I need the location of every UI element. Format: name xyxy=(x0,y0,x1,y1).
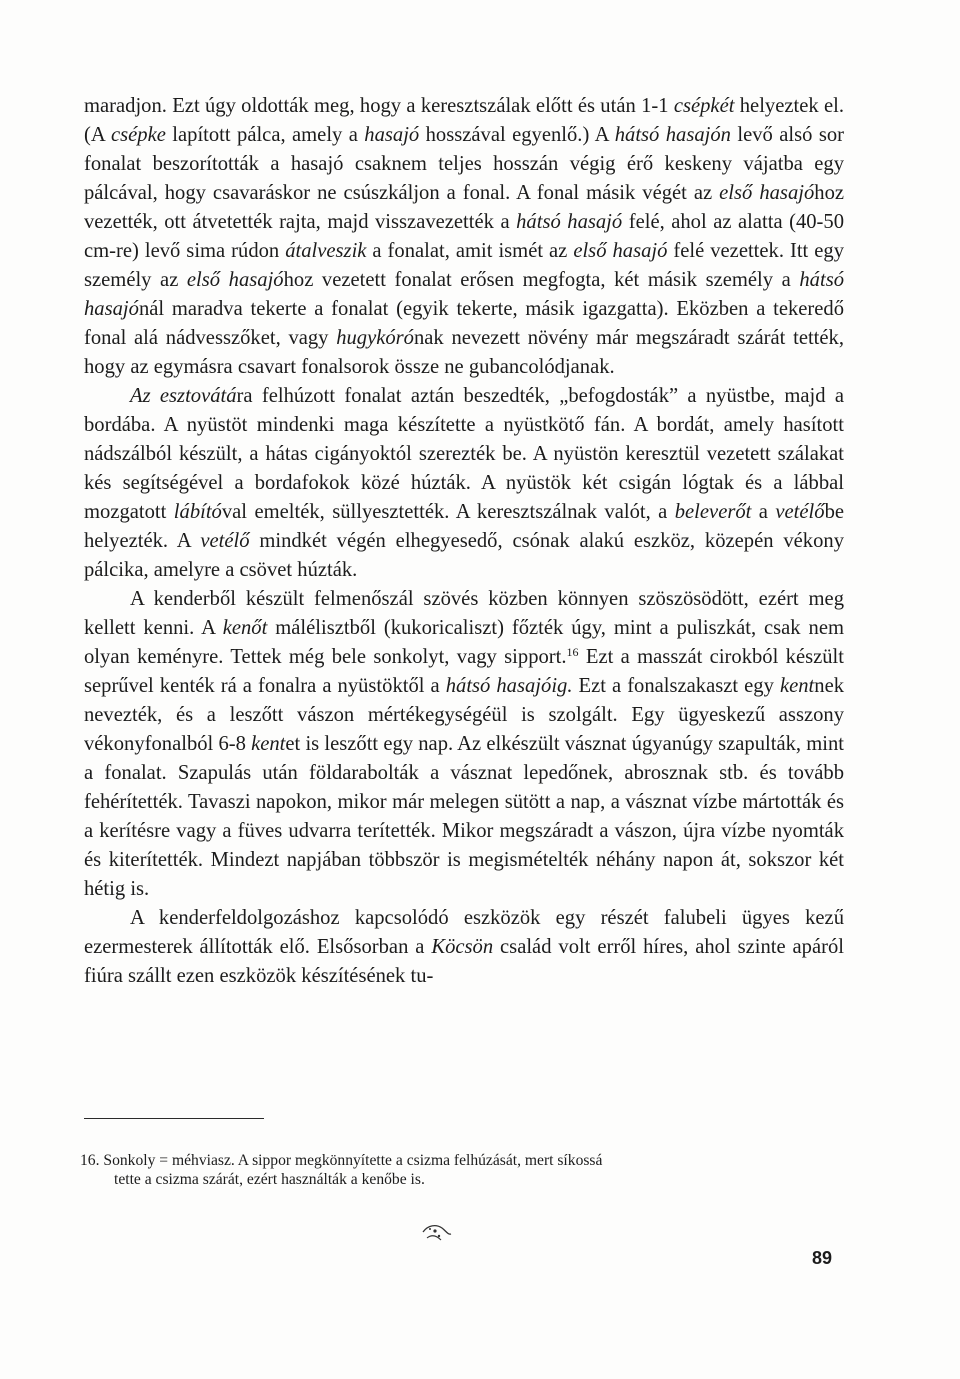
italic-term: vetélő xyxy=(200,530,250,552)
text-run: mindkét végén elhegyesedő, csónak alakú eszköz, közepén vékony pálcika, amelyre a csövet húzták. xyxy=(84,530,844,581)
text-run: család volt erről híres, ahol szinte apáról fiúra szállt ezen eszközök készítésének tu- xyxy=(84,936,844,987)
italic-term: hugykóró xyxy=(336,327,414,349)
footnote-line-2: tette a csizma szárát, ezért használták a kenőbe is. xyxy=(114,1171,425,1188)
text-run: helyeztek el. (A xyxy=(84,95,844,146)
italic-term: Köcsön xyxy=(431,936,494,958)
italic-term: hátsó hasajó xyxy=(516,211,623,233)
text-run: lapított pálca, amely a xyxy=(165,124,365,146)
text-run: A kenderfeldolgozáshoz kapcsolódó eszközök egy részét falubeli ügyes kezű ezermesterek állították elő. Elsősorban a xyxy=(84,907,844,958)
body-text xyxy=(84,92,844,991)
text-run: hoz vezetett fonalat erősen megfogta, két másik személy a xyxy=(283,269,800,291)
footnote-divider xyxy=(84,1118,264,1119)
text-run: nak nevezett növény már megszáradt szárát tették, hogy az egymásra csavart fonalsorok össze ne gubancolódjanak. xyxy=(84,327,844,378)
text-run: levő alsó sor fonalat beszorították a hasajó csaknem teljes hosszán végig érő keskeny vájatba egy pálcával, hogy csavaráskor ne csúszkáljon a fonal. A fonal másik végét az xyxy=(84,124,844,204)
text-run: A kenderből készült felmenőszál szövés közben könnyen szöszösödött, ezért meg kellett kenni. A xyxy=(84,588,844,639)
paragraph xyxy=(84,585,844,904)
italic-term: csépkét xyxy=(673,95,735,117)
text-run: felé vezettek. Itt egy személy az xyxy=(84,240,844,291)
printer-ornament-mark xyxy=(417,1218,455,1246)
text-run: hosszával egyenlő.) A xyxy=(419,124,615,146)
footnote-line-1: 16. Sonkoly = méhviasz. A sippor megkönnyítette a csizma felhúzását, mert síkossá xyxy=(80,1152,603,1169)
text-run: a xyxy=(751,501,776,523)
footnote-reference: 16 xyxy=(566,645,579,659)
text-run: málélisztből (kukoricaliszt) főzték úgy, mint a puliszkát, csak nem olyan keményre. Tettek még bele sonkolyt, vagy sipport. xyxy=(84,617,844,668)
text-run: nek nevezték, és a leszőtt vászon mértékegységéül is szolgált. Egy ügyeskezű asszony vékonyfonalból 6-8 xyxy=(84,675,844,755)
italic-term: hasajó xyxy=(364,124,420,146)
text-run: Ezt a fonalszakaszt egy xyxy=(572,675,780,697)
text-run: maradjon. Ezt úgy oldották meg, hogy a keresztszálak előtt és után 1-1 xyxy=(84,95,674,117)
italic-term: lábító xyxy=(173,501,222,523)
text-run: ra felhúzott fonalat aztán beszedték, „befogdosták” a nyüstbe, majd a bordába. A nyüstöt mindenki maga készítette a nyüstkötő fán. A bordát, amely hasított nádszálból készült, a hátas cigányoktól szerezték be. A nyüstön keresztül vezetett szálakat kés segítségével a bordafokok közé húzták. A nyüstök két csigán lógtak és a lábbal mozgatott xyxy=(84,385,844,523)
italic-term: első hasajó xyxy=(719,182,815,204)
italic-term: hátsó hasajó xyxy=(84,269,845,320)
italic-term: csépke xyxy=(111,124,166,146)
text-run: nál maradva tekerte a fonalat (egyik tekerte, másik igazgatta). Eközben a tekeredő fonal alá nádvesszőket, vagy xyxy=(84,298,844,349)
page-number: 89 xyxy=(812,1248,833,1268)
paragraph xyxy=(84,92,844,382)
text-run: hoz vezették, ott átvetették rajta, majd visszavezették a xyxy=(84,182,844,233)
italic-term: Az esztovátá xyxy=(130,385,237,407)
italic-term: első hasajó xyxy=(186,269,284,291)
footnote xyxy=(80,1151,844,1189)
text-run: val emelték, süllyesztették. A keresztszálnak valót, a xyxy=(221,501,675,523)
text-run: et is leszőtt egy nap. Az elkészült vásznat úgyanúgy szapulták, mint a fonalat. Szapulás után földarabolták a vásznat lepedőnek, abrosznak stb. és tovább fehérítették. Tavaszi napokon, mikor már melegen sütött a nap, a vásznat vízbe mártották és a kerítésre vagy a füves udvarra terítették. Mikor megszáradt a vászon, újra vízbe nyomták és kiterítették. Mindezt napjában többször is megismételték néhány napon át, sokszor két hétig is. xyxy=(84,733,844,900)
italic-term: kent xyxy=(779,675,815,697)
italic-term: kent xyxy=(251,733,286,755)
italic-term: első hasajó xyxy=(573,240,668,262)
text-run: a fonalat, amit ismét az xyxy=(366,240,574,262)
italic-term: kenőt xyxy=(222,617,268,639)
paragraph xyxy=(84,904,844,991)
text-run: Ezt a masszát cirokból készült seprűvel kenték rá a fonalra a nyüstöktől a xyxy=(84,646,844,697)
italic-term: hátsó hasajón xyxy=(614,124,731,146)
italic-term: beleverőt xyxy=(674,501,752,523)
text-run: be helyezték. A xyxy=(84,501,844,552)
text-run: felé, ahol az alatta (40-50 cm-re) levő sima rúdon xyxy=(84,211,845,262)
italic-term: vetélő xyxy=(775,501,825,523)
italic-term: átalveszik xyxy=(285,240,367,262)
italic-term: hátsó hasajóig. xyxy=(445,675,573,697)
paragraph xyxy=(84,382,844,585)
